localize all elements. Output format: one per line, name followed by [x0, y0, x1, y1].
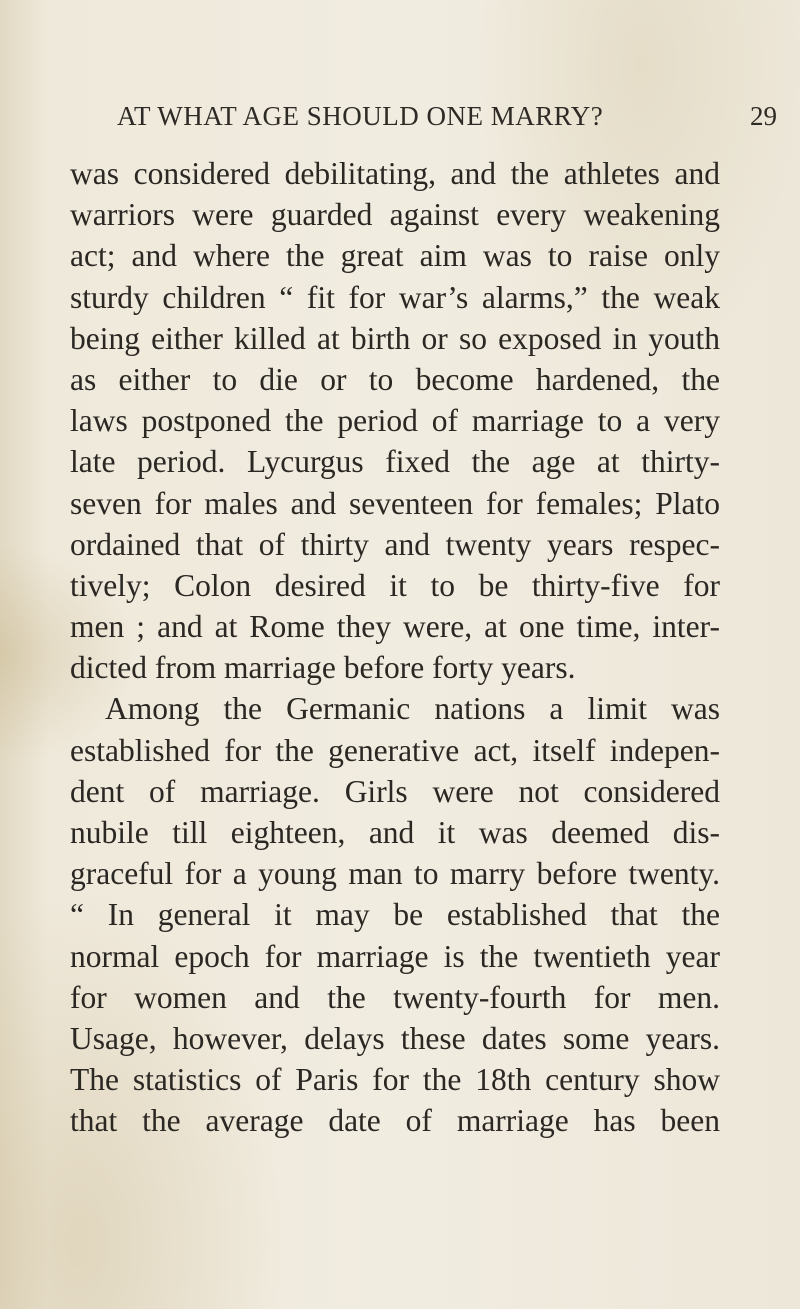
text-line: sturdy children “ fit for war’s alarms,” the weak [70, 279, 720, 315]
text-line: The statistics of Paris for the 18th century show [70, 1062, 720, 1098]
text-line: being either killed at birth or so exposed in youth [70, 320, 720, 356]
running-head: AT WHAT AGE SHOULD ONE MARRY? [117, 101, 604, 131]
text-line: dent of marriage. Girls were not considered [70, 773, 720, 809]
text-line: ordained that of thirty and twenty years respec- [70, 526, 720, 562]
text-line: established for the generative act, itself indepen- [70, 732, 720, 768]
text-line: seven for males and seventeen for females; Plato [70, 485, 720, 521]
text-line: graceful for a young man to marry before twenty. [70, 856, 720, 892]
page-number: 29 [750, 101, 777, 131]
text-line: normal epoch for marriage is the twentieth year [70, 938, 720, 974]
text-line: “ In general it may be established that the [70, 897, 720, 933]
text-line: men ; and at Rome they were, at one time, inter- [70, 609, 720, 645]
body-text [70, 153, 720, 1142]
text-line: nubile till eighteen, and it was deemed dis- [70, 815, 720, 850]
text-line: tively; Colon desired it to be thirty-five for [70, 567, 720, 603]
page-header [117, 101, 777, 141]
text-line: for women and the twenty-fourth for men. [70, 979, 720, 1015]
text-line: act; and where the great aim was to raise only [70, 238, 720, 274]
text-line: warriors were guarded against every weakening [70, 197, 720, 233]
text-line: Among the Germanic nations a limit was [105, 691, 720, 727]
text-line: laws postponed the period of marriage to a very [70, 403, 720, 439]
text-line: Usage, however, delays these dates some years. [70, 1020, 720, 1056]
text-line: dicted from marriage before forty years. [70, 650, 576, 686]
text-line: was considered debilitating, and the athletes and [70, 156, 720, 191]
text-line: as either to die or to become hardened, the [70, 361, 720, 397]
text-line: late period. Lycurgus fixed the age at thirty- [70, 444, 720, 480]
text-line: that the average date of marriage has been [70, 1103, 720, 1139]
